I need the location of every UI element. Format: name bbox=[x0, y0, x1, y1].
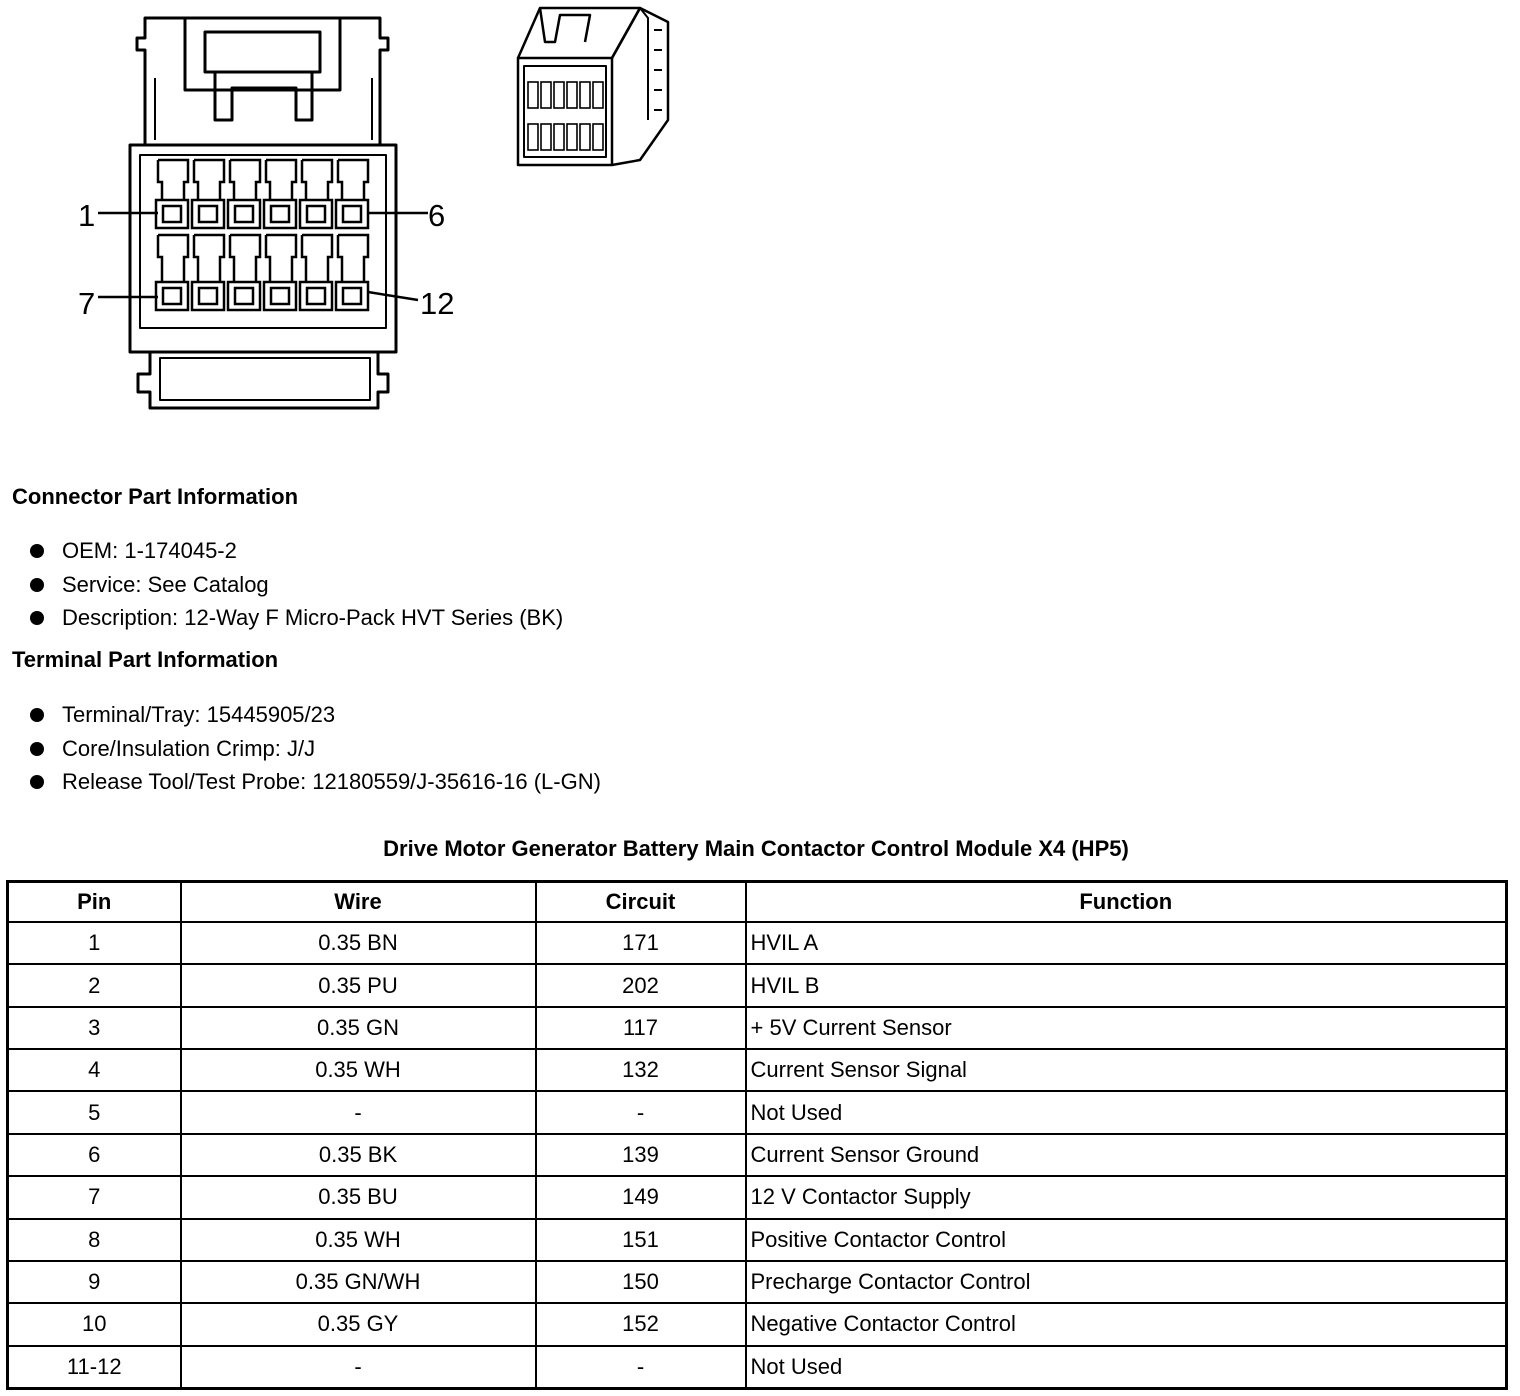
iso-cavity bbox=[541, 124, 551, 150]
cavity-11-terminal bbox=[307, 288, 325, 304]
cell-function: 12 V Contactor Supply bbox=[746, 1176, 1507, 1218]
cell-circuit: 139 bbox=[536, 1134, 746, 1176]
cavity-1-terminal bbox=[163, 206, 181, 222]
column-header-pin: Pin bbox=[8, 882, 181, 923]
cavity-4-guide bbox=[266, 160, 296, 200]
cavity-12-terminal bbox=[343, 288, 361, 304]
cell-function: HVIL A bbox=[746, 922, 1507, 964]
cavity-11-guide bbox=[302, 235, 332, 282]
cavity-8 bbox=[192, 282, 224, 310]
list-item bbox=[26, 568, 563, 602]
list-item-text: Terminal/Tray: 15445905/23 bbox=[62, 702, 336, 727]
cavity-10-terminal bbox=[271, 288, 289, 304]
cavity-5-terminal bbox=[307, 206, 325, 222]
cavity-11 bbox=[300, 282, 332, 310]
cell-circuit: 151 bbox=[536, 1219, 746, 1261]
list-item bbox=[26, 732, 601, 766]
list-item-text: Release Tool/Test Probe: 12180559/J-35616-16 (L-GN) bbox=[62, 769, 601, 794]
list-item bbox=[26, 765, 601, 799]
cell-pin: 10 bbox=[8, 1303, 181, 1345]
cell-wire: 0.35 WH bbox=[181, 1049, 536, 1091]
table-row bbox=[8, 1303, 1507, 1345]
cell-wire: 0.35 BN bbox=[181, 922, 536, 964]
cavity-8-guide bbox=[194, 235, 224, 282]
cavity-4 bbox=[264, 200, 296, 228]
connector-latch-housing bbox=[137, 18, 388, 145]
cell-pin: 8 bbox=[8, 1219, 181, 1261]
cell-wire: 0.35 GY bbox=[181, 1303, 536, 1345]
cavity-6 bbox=[336, 200, 368, 228]
iso-cavity bbox=[528, 124, 538, 150]
cavity-5 bbox=[300, 200, 332, 228]
cell-function: Current Sensor Ground bbox=[746, 1134, 1507, 1176]
cavity-4-terminal bbox=[271, 206, 289, 222]
table-header-row bbox=[8, 882, 1507, 923]
cell-circuit: - bbox=[536, 1091, 746, 1133]
list-item-text: Service: See Catalog bbox=[62, 571, 269, 597]
iso-cavity bbox=[580, 82, 590, 108]
cavity-9-guide bbox=[230, 235, 260, 282]
cell-wire: 0.35 BU bbox=[181, 1176, 536, 1218]
pinout-table-title: Drive Motor Generator Battery Main Contactor Control Module X4 (HP5) bbox=[383, 836, 1129, 861]
table-row bbox=[8, 1091, 1507, 1133]
cell-circuit: 152 bbox=[536, 1303, 746, 1345]
bullet-icon bbox=[30, 708, 44, 722]
cell-pin: 4 bbox=[8, 1049, 181, 1091]
table-row bbox=[8, 1346, 1507, 1389]
table-row bbox=[8, 1176, 1507, 1218]
list-item bbox=[26, 601, 563, 635]
cell-wire: - bbox=[181, 1091, 536, 1133]
cavity-2 bbox=[192, 200, 224, 228]
bullet-icon bbox=[30, 578, 44, 592]
pin-label-7: 7 bbox=[78, 286, 96, 321]
cavity-5-guide bbox=[302, 160, 332, 200]
connector-diagram bbox=[0, 0, 700, 420]
cell-function: Not Used bbox=[746, 1091, 1507, 1133]
table-row bbox=[8, 1219, 1507, 1261]
list-item bbox=[26, 534, 563, 568]
cavity-7-guide bbox=[158, 235, 188, 282]
terminal-part-info-title: Terminal Part Information bbox=[12, 647, 279, 672]
iso-cavity bbox=[528, 82, 538, 108]
table-row bbox=[8, 964, 1507, 1006]
column-header-function: Function bbox=[746, 882, 1507, 923]
list-item bbox=[26, 698, 601, 732]
cell-pin: 1 bbox=[8, 922, 181, 964]
iso-cavity bbox=[580, 124, 590, 150]
list-item-text: Core/Insulation Crimp: J/J bbox=[62, 735, 316, 761]
cavity-6-terminal bbox=[343, 206, 361, 222]
list-item-text: Description: 12-Way F Micro-Pack HVT Series (BK) bbox=[62, 605, 564, 630]
cell-circuit: 202 bbox=[536, 964, 746, 1006]
bullet-icon bbox=[30, 611, 44, 625]
cell-function: Negative Contactor Control bbox=[746, 1303, 1507, 1345]
cell-function: + 5V Current Sensor bbox=[746, 1007, 1507, 1049]
iso-cavity bbox=[554, 82, 564, 108]
cell-wire: - bbox=[181, 1346, 536, 1389]
terminal-part-info-list bbox=[26, 698, 601, 799]
pin-label-6: 6 bbox=[428, 198, 446, 233]
cavity-9-terminal bbox=[235, 288, 253, 304]
column-header-circuit: Circuit bbox=[536, 882, 746, 923]
table-row bbox=[8, 922, 1507, 964]
connector-cavities bbox=[156, 160, 368, 310]
cell-pin: 2 bbox=[8, 964, 181, 1006]
cavity-2-guide bbox=[194, 160, 224, 200]
connector-body bbox=[130, 145, 396, 352]
table-row bbox=[8, 1049, 1507, 1091]
table-row bbox=[8, 1007, 1507, 1049]
bullet-icon bbox=[30, 775, 44, 789]
cell-circuit: 149 bbox=[536, 1176, 746, 1218]
bullet-icon bbox=[30, 544, 44, 558]
table-row bbox=[8, 1134, 1507, 1176]
cell-function: Positive Contactor Control bbox=[746, 1219, 1507, 1261]
cell-pin: 7 bbox=[8, 1176, 181, 1218]
cell-wire: 0.35 GN bbox=[181, 1007, 536, 1049]
table-row bbox=[8, 1261, 1507, 1303]
cell-pin: 5 bbox=[8, 1091, 181, 1133]
pin-label-12: 12 bbox=[420, 286, 455, 321]
cell-function: Current Sensor Signal bbox=[746, 1049, 1507, 1091]
iso-cavity bbox=[593, 82, 603, 108]
cell-function: HVIL B bbox=[746, 964, 1507, 1006]
cell-pin: 11-12 bbox=[8, 1346, 181, 1389]
cell-circuit: 150 bbox=[536, 1261, 746, 1303]
cavity-3 bbox=[228, 200, 260, 228]
connector-part-info-list bbox=[26, 534, 563, 635]
cavity-6-guide bbox=[338, 160, 368, 200]
cell-function: Precharge Contactor Control bbox=[746, 1261, 1507, 1303]
pin-label-1: 1 bbox=[78, 198, 96, 233]
cell-pin: 3 bbox=[8, 1007, 181, 1049]
cell-pin: 6 bbox=[8, 1134, 181, 1176]
cavity-10 bbox=[264, 282, 296, 310]
cavity-3-guide bbox=[230, 160, 260, 200]
cavity-2-terminal bbox=[199, 206, 217, 222]
iso-cavity bbox=[541, 82, 551, 108]
cell-circuit: 117 bbox=[536, 1007, 746, 1049]
cavity-10-guide bbox=[266, 235, 296, 282]
cavity-3-terminal bbox=[235, 206, 253, 222]
cavity-1-guide bbox=[158, 160, 188, 200]
cell-wire: 0.35 WH bbox=[181, 1219, 536, 1261]
list-item-text: OEM: 1-174045-2 bbox=[62, 538, 237, 563]
cavity-8-terminal bbox=[199, 288, 217, 304]
iso-cavity bbox=[567, 82, 577, 108]
cavity-9 bbox=[228, 282, 260, 310]
cavity-12-guide bbox=[338, 235, 368, 282]
bullet-icon bbox=[30, 742, 44, 756]
cell-circuit: - bbox=[536, 1346, 746, 1389]
cavity-1 bbox=[156, 200, 188, 228]
column-header-wire: Wire bbox=[181, 882, 536, 923]
iso-cavity bbox=[567, 124, 577, 150]
cell-pin: 9 bbox=[8, 1261, 181, 1303]
cell-wire: 0.35 BK bbox=[181, 1134, 536, 1176]
iso-cavity bbox=[593, 124, 603, 150]
cell-wire: 0.35 PU bbox=[181, 964, 536, 1006]
cell-circuit: 171 bbox=[536, 922, 746, 964]
cavity-12 bbox=[336, 282, 368, 310]
iso-cavity bbox=[554, 124, 564, 150]
cavity-7 bbox=[156, 282, 188, 310]
cavity-7-terminal bbox=[163, 288, 181, 304]
pinout-table bbox=[6, 880, 1508, 1390]
cell-wire: 0.35 GN/WH bbox=[181, 1261, 536, 1303]
cell-function: Not Used bbox=[746, 1346, 1507, 1389]
connector-part-info-title: Connector Part Information bbox=[12, 484, 299, 509]
cell-circuit: 132 bbox=[536, 1049, 746, 1091]
